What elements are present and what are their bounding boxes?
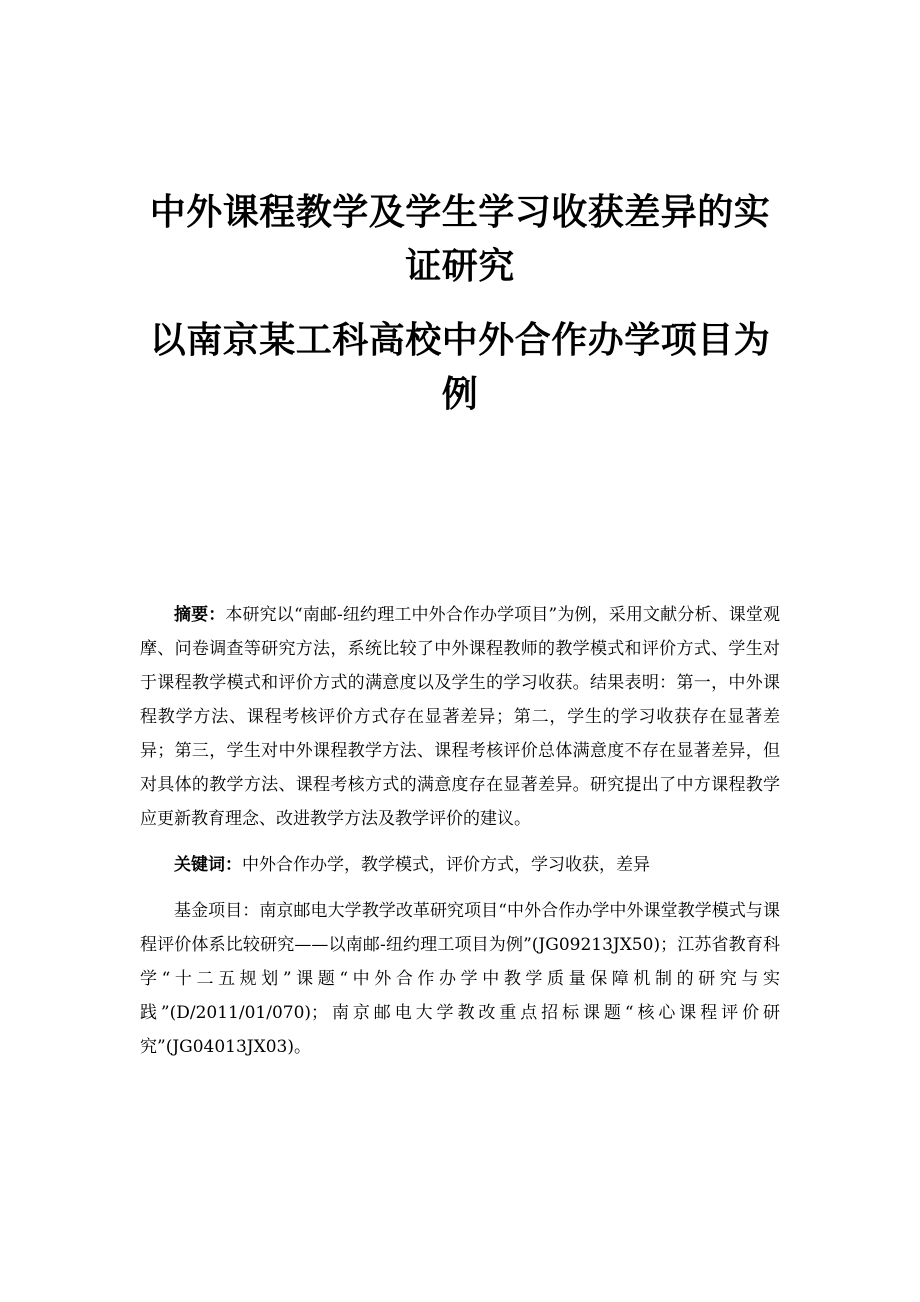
abstract-label: 摘要： [174,605,226,625]
funding-paragraph [140,894,780,1064]
subtitle-line-1: 以南京某工科高校中外合作办学项目为 [149,320,771,361]
title-spacer [130,294,790,314]
paper-body [140,598,780,1064]
keywords-paragraph [140,848,780,882]
keywords-text: 中外合作办学，教学模式，评价方式，学习收获，差异 [242,855,650,875]
keywords-label: 关键词： [174,855,242,875]
paper-title [130,186,790,422]
subtitle-line-2: 例 [441,374,479,415]
abstract-text: 本研究以“南邮-纽约理工中外合作办学项目”为例，采用文献分析、课堂观摩、问卷调查等研究方法，系统比较了中外课程教师的教学模式和评价方式、学生对于课程教学模式和评价方式的满意度以及学生的学习收获。结果表明：第一，中外课程教学方法、课程考核评价方式存在显著差异；第二，学生的学习收获存在显著差异；第三，学生对中外课程教学方法、课程考核评价总体满意度不存在显著差异，但对具体的教学方法、课程考核方式的满意度存在显著差异。研究提出了中方课程教学应更新教育理念、改进教学方法及教学评价的建议。 [140,605,780,829]
abstract-paragraph [140,598,780,836]
funding-text: 基金项目：南京邮电大学教学改革研究项目“中外合作办学中外课堂教学模式与课程评价体系比较研究——以南邮-纽约理工项目为例”(JG09213JX50)；江苏省教育科学“十二五规划”课题“中外合作办学中教学质量保障机制的研究与实践”(D/2011/01/070)；南京邮电大学教改重点招标课题“核心课程评价研究”(JG04013JX03)。 [140,901,780,1057]
title-line-1: 中外课程教学及学生学习收获差异的实 [149,192,771,233]
title-line-2: 证研究 [405,246,515,287]
